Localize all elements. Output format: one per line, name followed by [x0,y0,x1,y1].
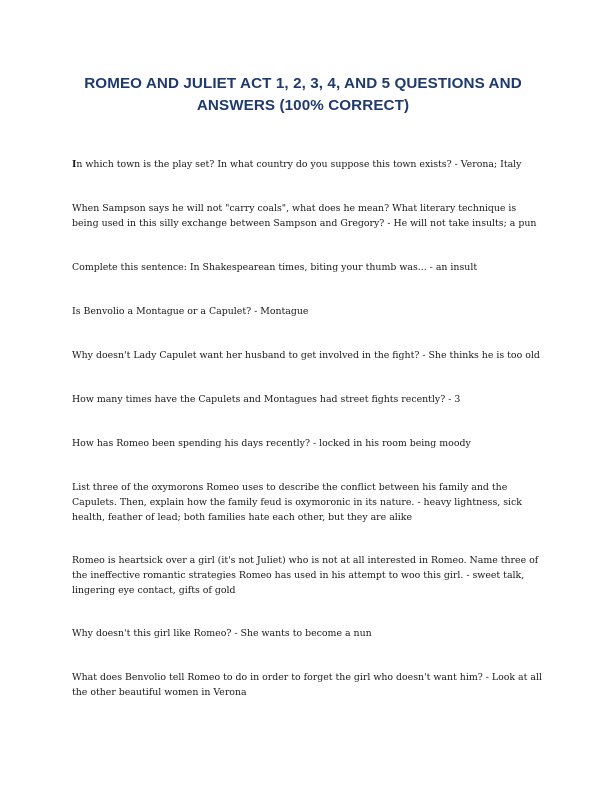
qa-item-biting-thumb: Complete this sentence: In Shakespearean times, biting your thumb was... - an insult [72,262,478,273]
qa-item-benvolio: Is Benvolio a Montague or a Capulet? - Montague [72,306,309,317]
document-title: ROMEO AND JULIET ACT 1, 2, 3, 4, AND 5 QUESTIONS AND ANSWERS (100% CORRECT) [84,75,522,114]
qa-item-text: n which town is the play set? In what country do you suppose this town exists? - Verona; Italy [76,159,522,170]
qa-item-romeo-days: How has Romeo been spending his days recently? - locked in his room being moody [72,438,471,449]
qa-item-street-fights: How many times have the Capulets and Montagues had street fights recently? - 3 [72,394,461,405]
qa-item-carry-coals: When Sampson says he will not "carry coals", what does he mean? What literary technique is being used in this silly exchange between Sampson and Gregory? - He will not take insults; a pun [72,203,537,229]
qa-item-first-letter: I [72,159,77,170]
qa-item-town [72,157,542,172]
qa-item-romantic-strategies: Romeo is heartsick over a girl (it's not Juliet) who is not at all interested in Romeo. Name three of the ineffective romantic strategies Romeo has used in his attempt to woo this girl. - sweet talk, lingering eye contact, gifts of gold [72,555,539,596]
qa-item-oxymorons: List three of the oxymorons Romeo uses to describe the conflict between his family and the Capulets. Then, explain how the family feud is oxymoronic in its nature. - heavy lightness, sick health, feather of lead; both families hate each other, but they are alike [72,482,522,523]
qa-item-lady-capulet: Why doesn't Lady Capulet want her husband to get involved in the fight? - She thinks he is too old [72,350,540,361]
qa-item-girl-reason: Why doesn't this girl like Romeo? - She wants to become a nun [72,628,372,639]
qa-item-benvolio-advice: What does Benvolio tell Romeo to do in order to forget the girl who doesn't want him? - Look at all the other beautiful women in Verona [72,672,542,698]
